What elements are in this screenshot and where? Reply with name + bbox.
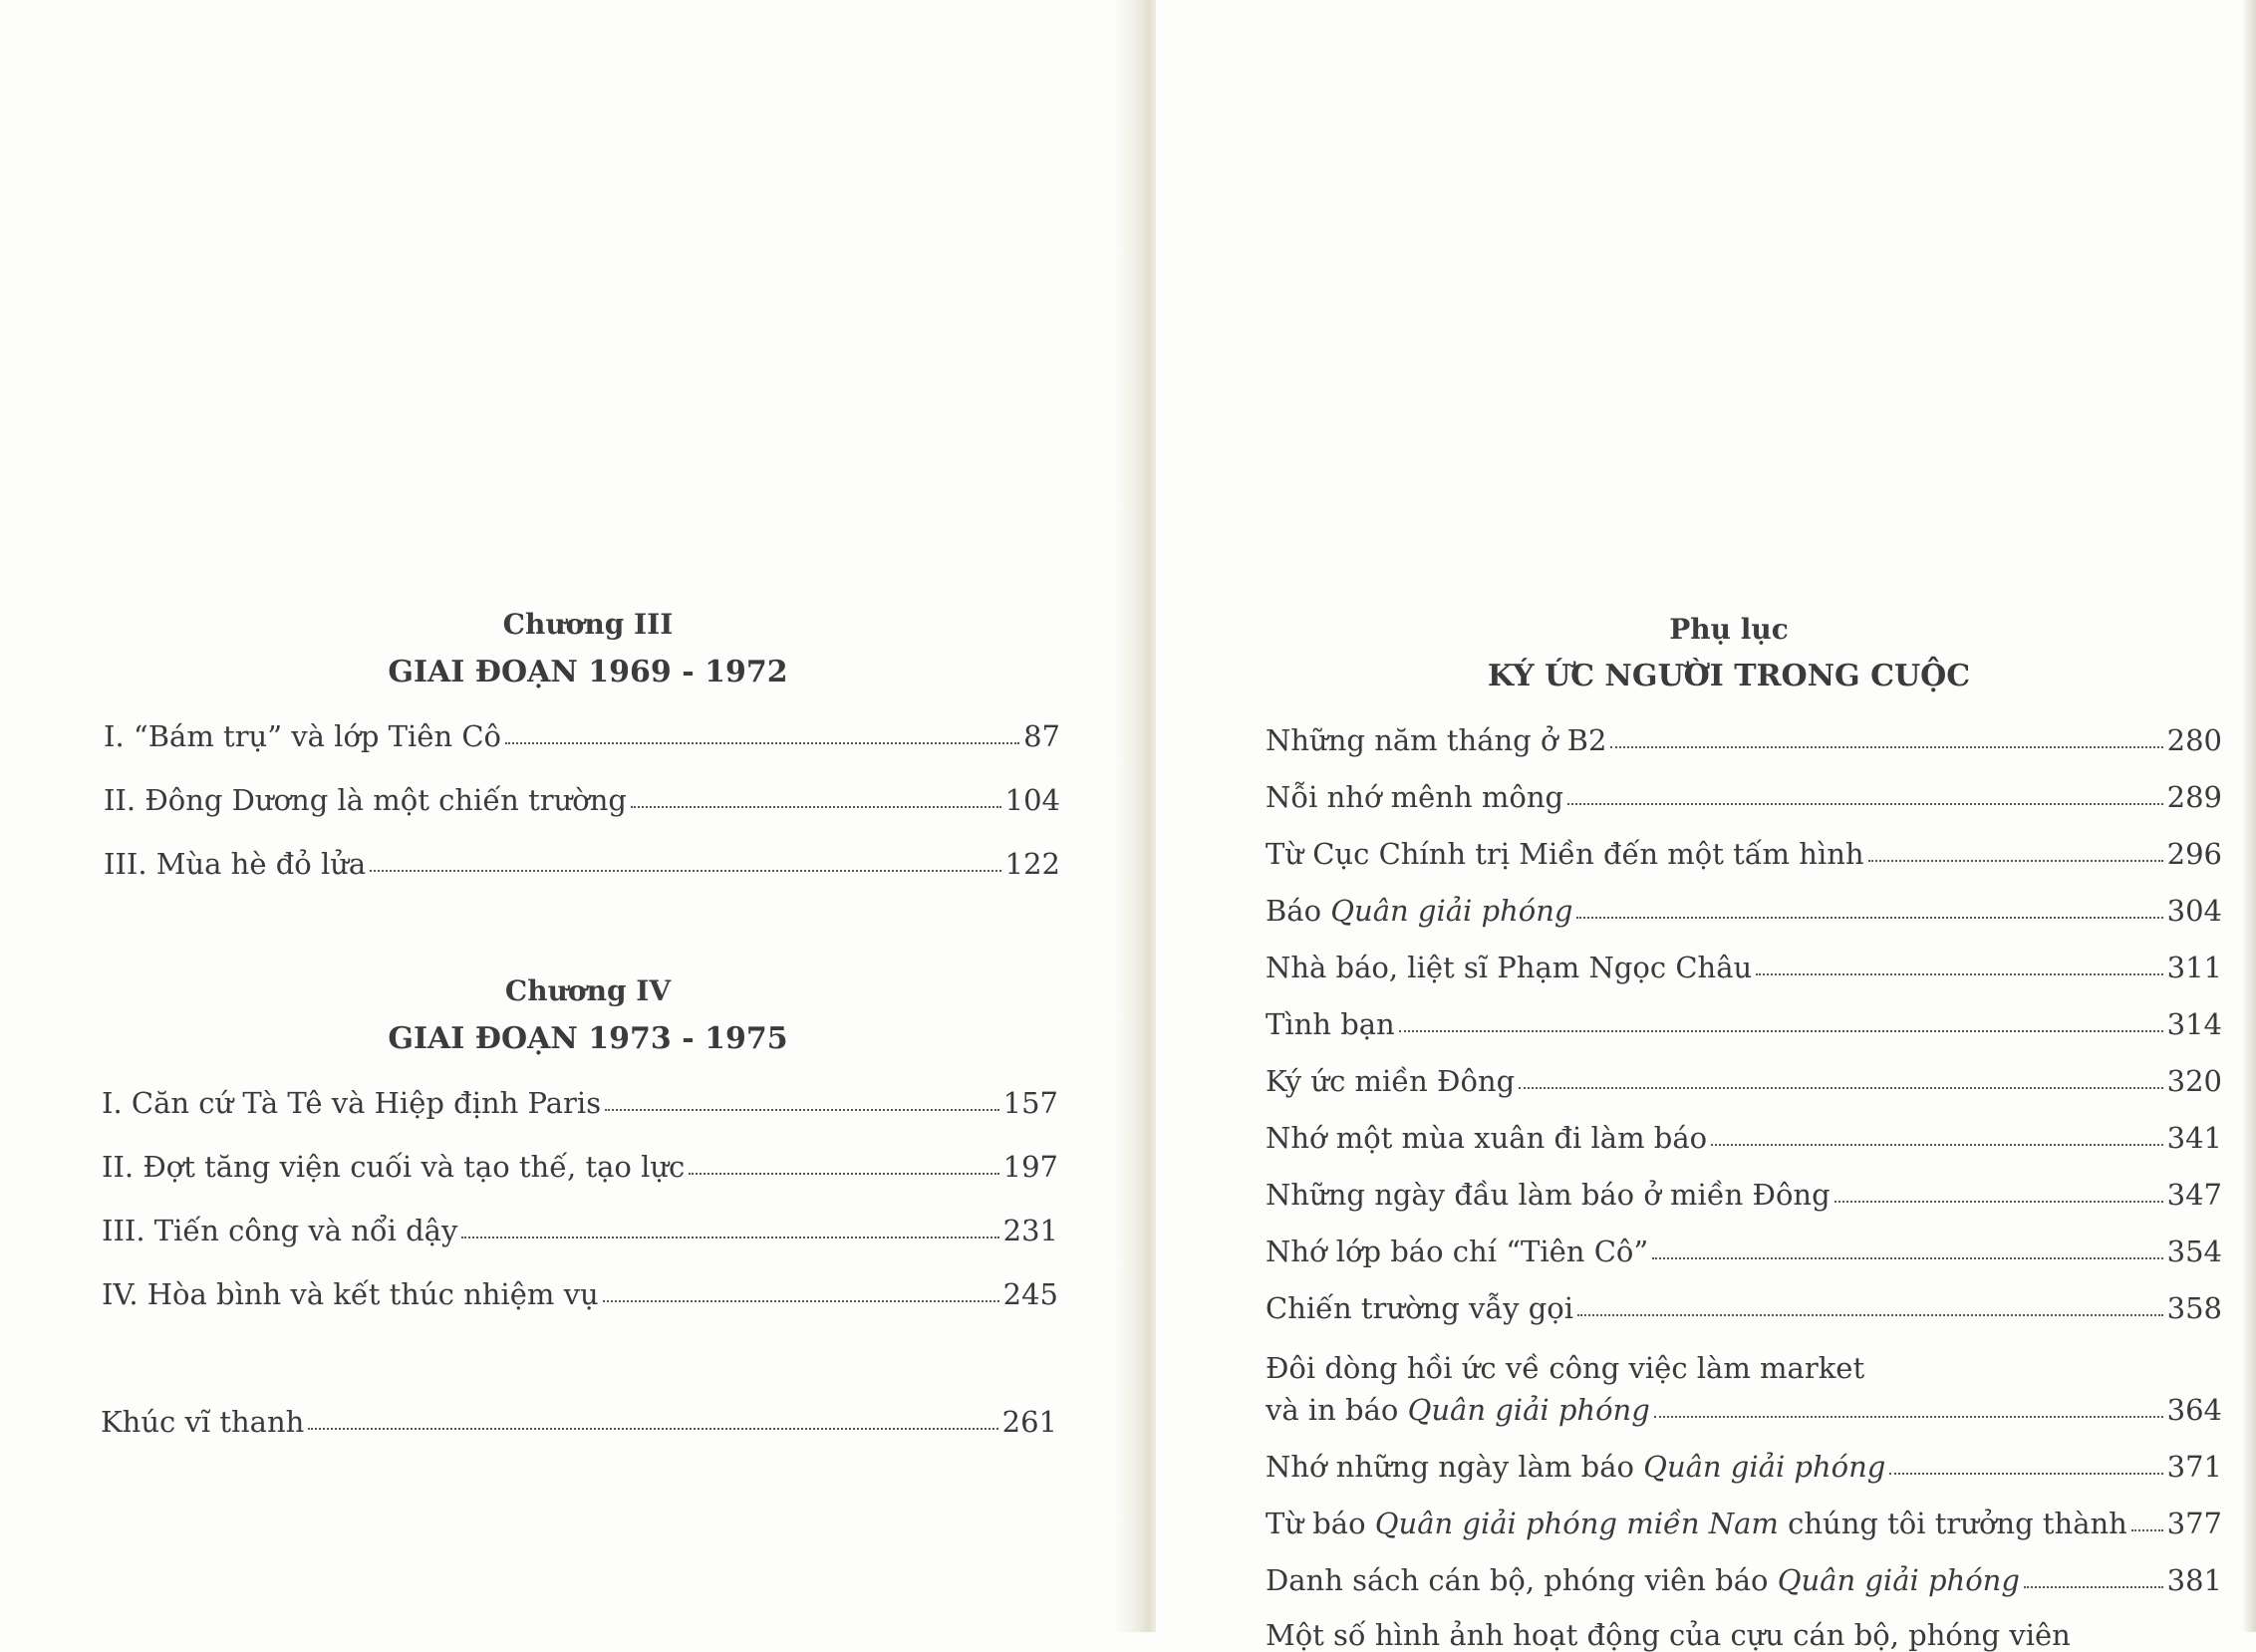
toc-entry-label [1266,1507,2127,1540]
toc-entry-label: III. Tiến công và nổi dậy [102,1214,458,1247]
toc-page-number: 341 [2166,1121,2222,1155]
toc-entry[interactable] [104,773,1060,817]
dot-leader [1756,972,2162,975]
toc-entry[interactable] [1266,1225,2222,1268]
page-edge [2242,0,2256,1632]
toc-page-number: 358 [2166,1291,2222,1325]
toc-entry[interactable] [104,709,1060,753]
toc-entry[interactable] [1266,1054,2222,1098]
toc-page-number: 197 [1002,1150,1058,1184]
toc-entry[interactable] [102,1267,1058,1311]
dot-leader [1567,802,2163,805]
toc-entry-label: Khúc vĩ thanh [101,1405,305,1439]
toc-page-number: 296 [2166,837,2222,871]
label-text: Danh sách cán bộ, phóng viên báo [1266,1563,1778,1597]
toc-page-number: 320 [2166,1064,2222,1098]
toc-entry[interactable] [1266,1553,2222,1597]
toc-entry-first-line: Đôi dòng hồi ức về công việc làm market [1266,1351,1865,1385]
dot-leader [1399,1029,2163,1032]
dot-leader [370,869,1000,872]
dot-leader [1652,1256,2162,1259]
toc-entry-label: Từ Cục Chính trị Miền đến một tấm hình [1266,837,1864,871]
dot-leader [1576,916,2162,919]
dot-leader [1711,1143,2163,1146]
toc-entry[interactable] [1266,1111,2222,1155]
toc-entry[interactable] [104,837,1060,881]
toc-entry[interactable] [1266,1281,2222,1325]
label-text: Báo [1266,894,1331,928]
toc-page-number: 289 [2166,780,2222,814]
toc-entry[interactable] [1266,1497,2222,1540]
dot-leader [1834,1200,2163,1203]
toc-entry-first-line: Một số hình ảnh hoạt động của cựu cán bộ, phóng viên [1266,1618,2071,1652]
dot-leader [1868,859,2163,862]
toc-entry[interactable] [1266,1383,2222,1427]
toc-entry[interactable] [1266,827,2222,871]
toc-entry-label: Những năm tháng ở B2 [1266,723,1607,757]
toc-entry-label [1266,1563,2020,1597]
appendix-title: Phụ lục [1669,613,1789,646]
toc-page-number: 347 [2166,1178,2222,1212]
toc-entry-label: Nhớ một mùa xuân đi làm báo [1266,1121,1708,1155]
toc-page-number: 231 [1002,1214,1058,1247]
chapter-4-title: Chương IV [504,974,672,1007]
toc-page-number: 354 [2166,1235,2222,1268]
toc-page-number: 304 [2166,894,2222,928]
toc-page-number: 122 [1004,847,1060,881]
dot-leader [605,1108,999,1111]
toc-entry-label: Chiến trường vẫy gọi [1266,1291,1574,1325]
label-text: Nhớ những ngày làm báo [1266,1450,1644,1484]
toc-page-number: 245 [1002,1277,1058,1311]
dot-leader [631,805,1001,808]
dot-leader [308,1427,997,1430]
italic-title: Quân giải phóng [1330,894,1573,928]
toc-entry[interactable] [1266,941,2222,984]
toc-page-number: 280 [2166,723,2222,757]
chapter-3-subtitle: GIAI ĐOẠN 1969 - 1972 [388,655,788,689]
toc-page-number: 377 [2166,1507,2222,1540]
toc-entry-label: Nhà báo, liệt sĩ Phạm Ngọc Châu [1266,951,1753,984]
toc-page-number: 104 [1004,783,1060,817]
toc-entry-label: Ký ức miền Đông [1266,1064,1516,1098]
toc-entry[interactable] [1266,770,2222,814]
toc-entry-label [1266,1393,1650,1427]
toc-page-number: 87 [1023,719,1060,753]
chapter-3-title: Chương III [502,608,674,641]
label-text: Từ báo [1266,1507,1375,1540]
right-page [1156,0,2256,1652]
toc-entry-label: I. Căn cứ Tà Tê và Hiệp định Paris [102,1086,602,1120]
toc-page-number: 157 [1002,1086,1058,1120]
toc-entry[interactable] [1266,884,2222,928]
toc-entry-label: II. Đông Dương là một chiến trường [104,783,627,817]
toc-entry[interactable] [1266,997,2222,1041]
dot-leader [1610,745,2162,748]
dot-leader [1654,1415,2163,1418]
toc-entry-label: Nỗi nhớ mênh mông [1266,780,1564,814]
dot-leader [505,741,1019,744]
toc-entry-label: Tình bạn [1266,1007,1395,1041]
toc-entry-label: Nhớ lớp báo chí “Tiên Cô” [1266,1235,1649,1268]
toc-entry[interactable] [102,1140,1058,1184]
toc-entry-label: I. “Bám trụ” và lớp Tiên Cô [104,719,502,753]
chapter-4-subtitle: GIAI ĐOẠN 1973 - 1975 [388,1021,788,1056]
toc-entry-label [1266,894,1572,928]
toc-page-number: 314 [2166,1007,2222,1041]
appendix-subtitle: KÝ ỨC NGƯỜI TRONG CUỘC [1487,659,1971,693]
dot-leader [603,1299,999,1302]
toc-entry[interactable] [1266,1440,2222,1484]
toc-page-number: 381 [2166,1563,2222,1597]
dot-leader [1889,1472,2162,1475]
toc-entry-label: III. Mùa hè đỏ lửa [104,847,367,881]
italic-title: Quân giải phóng miền Nam [1374,1507,1779,1540]
toc-page-number: 371 [2166,1450,2222,1484]
dot-leader [1577,1313,2163,1316]
toc-page-number: 311 [2166,951,2222,984]
toc-entry-epilogue[interactable] [101,1395,1057,1439]
dot-leader [2024,1585,2163,1588]
italic-title: Quân giải phóng [1777,1563,2020,1597]
toc-entry[interactable] [1266,1168,2222,1212]
toc-entry[interactable] [1266,713,2222,757]
dot-leader [2131,1528,2163,1531]
toc-page-number: 364 [2166,1393,2222,1427]
toc-page-number: 261 [1001,1405,1057,1439]
italic-title: Quân giải phóng [1643,1450,1886,1484]
dot-leader [689,1172,998,1175]
dot-leader [1519,1086,2162,1089]
italic-title: Quân giải phóng [1407,1393,1650,1427]
toc-entry-label: IV. Hòa bình và kết thúc nhiệm vụ [102,1277,599,1311]
toc-entry-label: Những ngày đầu làm báo ở miền Đông [1266,1178,1831,1212]
label-text: chúng tôi trưởng thành [1778,1507,2127,1540]
toc-entry-label [1266,1450,1885,1484]
dot-leader [461,1236,998,1239]
toc-entry[interactable] [102,1204,1058,1247]
toc-entry[interactable] [102,1076,1058,1120]
label-text: và in báo [1266,1393,1408,1427]
toc-entry-label: II. Đợt tăng viện cuối và tạo thế, tạo lực [102,1150,686,1184]
